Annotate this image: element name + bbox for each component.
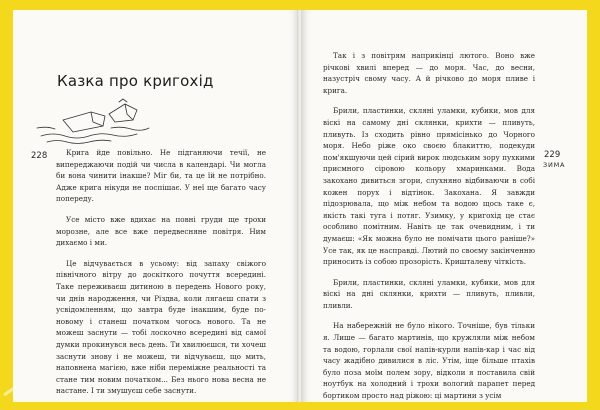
page-number: 229 (544, 150, 561, 160)
paragraph: Це відчувається в усьому: від запаху свіжого північного вітру до доскіткого почуття всередині. Таке переживаєш дитиною в передень Нового року, чи днів народження, чи Різдва, коли лягаєш спати з усвідомленням, що завтра буде інакшим, буде по-новому і станеш початком чогось нового. Та не можеш заснути — тобі лоскочно всередині від самої думки прокинувся весь день. Ти хвилюєшся, ти хочеш заснути знову і не можеш, ти відчуваєш, що мить, наповнена магією, вже ніби переміжне реальності та стане тим новим початком... Без нього нова весна не настане. І ти змушуєш себе заснути. (56, 258, 266, 396)
running-head: ЗИМА (543, 161, 566, 169)
paragraph: Усе місто вже вдихає на повні груди ще трохи морозне, але все вже передвесняне повітря. Ним дихаємо і ми. (56, 214, 266, 248)
paragraph: Так і з повітрям наприкінці лютого. Воно вже річкові хвилі вперед — до моря. Час, до весни, назустріч свому часу. А й річково до моря пливе і крига. (323, 51, 535, 95)
paragraph: На набережній не було нікого. Точніше, був тільки я. Лише — багато мартинів, що кружляли між небом та водою, горлали свої напів-курли напів-кар і час від часу жадібно дивилися в ліс. Утім, іще більше птахів було поза моїм полем зору, відколи я поставила свій ноутбук на холодний і трохи вологий парапет перед бортиком просто над ріжою: ці мартини з усім (323, 321, 535, 401)
right-page (301, 10, 587, 402)
book-spread (13, 10, 587, 402)
paragraph: Брили, пластинки, скляні уламки, кубики, мов для віскі на самому дні склянки, крихти — пливуть, пливуть. Із сходить рівно прямісінько до Чорного моря. Небо ріже око своєю блакиттю, подекуди пом'якшуючи цей сірий вирок людським зору пухкими присмного сіровою кольору хмаринками. Вода закохано дивиться згори, слухняно відбиваючи в собі кожен порух і відтінок. Закохана. Я завжди підозрювала, що між небом та водою щось таке є, якість такі туга і потяг. Узимку, у кригохід це стає особливо помітним. Навіть це так очевидним, і ти думаєш: «Як можна було не помічати цього раніше?» Усе так, як це насправді. Лютий по своєму закінченню приносить із собою прозорість. Кришталеву чіткість. (323, 106, 535, 267)
paragraph: Брили, пластинки, скляні уламки, кубики, мов для віскі на дні склянки, крихти — пливуть, пливли, пливли. (323, 277, 535, 310)
ice-floe-sketch-icon (33, 98, 153, 148)
right-body-text (323, 50, 535, 402)
chapter-title: Казка про кригохід (57, 72, 214, 90)
left-page (13, 10, 299, 402)
left-body-text (56, 147, 266, 397)
paragraph: Крига йде повільно. Не підганяючи течії, не випереджаючи подій чи числа в календарі. Чи могла би вона чинити інакше? Міг би, та це їй не потрібно. Адже крига нікуди не поспішає. У неї ще багато часу попереду. (56, 148, 266, 204)
page-number: 228 (31, 151, 48, 161)
